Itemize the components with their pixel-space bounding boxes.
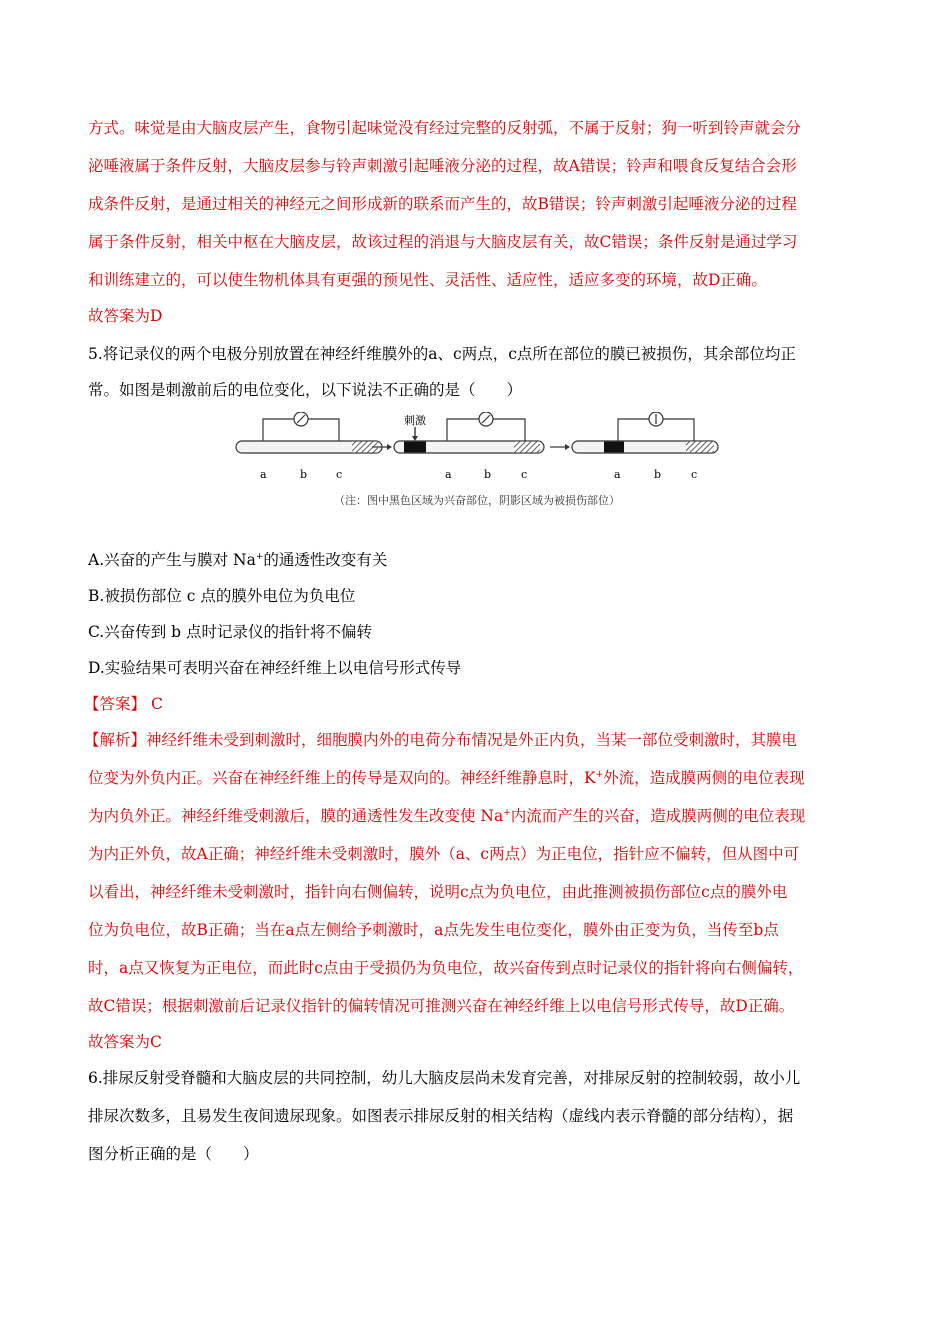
arrow-icon: [550, 444, 570, 450]
q5-stem-line: 5.将记录仪的两个电极分别放置在神经纤维膜外的a、c两点，c点所在部位的膜已被损伤，其余部位均正: [88, 345, 796, 363]
prev-analysis-line: 和训练建立的，可以使生物机体具有更强的预见性、灵活性、适应性，适应多变的环境，故D正确。: [88, 271, 767, 289]
answer-line: [84, 694, 163, 714]
q6-stem-line: 排尿次数多，且易发生夜间遗尿现象。如图表示排尿反射的相关结构（虚线内表示脊髓的部分结构），据: [88, 1107, 794, 1125]
point-label-b: b: [484, 468, 492, 481]
nerve-fiber-figure: [232, 412, 722, 512]
option-a: A.兴奋的产生与膜对 Na+的通透性改变有关: [88, 551, 388, 569]
analysis-line: 【解析】神经纤维未受到刺激时，细胞膜内外的电荷分布情况是外正内负，当某一部位受刺激时，其膜电: [84, 731, 798, 749]
prev-analysis-line: 属于条件反射，相关中枢在大脑皮层，故该过程的消退与大脑皮层有关，故C错误；条件反射是通过学习: [88, 233, 798, 251]
point-label-c: c: [336, 468, 343, 481]
point-label-b: b: [300, 468, 308, 481]
panel-stimulated: [394, 412, 544, 481]
figure-note: （注：图中黑色区域为兴奋部位，阴影区域为被损伤部位）: [334, 494, 620, 507]
q5-stem-line: 常。如图是刺激前后的电位变化，以下说法不正确的是（ ）: [88, 381, 523, 399]
analysis-line: 时，a点又恢复为正电位，而此时c点由于受损仍为负电位，故兴奋传到点时记录仪的指针将向右侧偏转，: [88, 959, 804, 977]
point-label-a: a: [614, 468, 621, 481]
damaged-region: [686, 442, 714, 453]
excited-region: [604, 442, 624, 453]
point-label-a: a: [260, 468, 267, 481]
point-label-c: c: [691, 468, 698, 481]
point-label-c: c: [521, 468, 528, 481]
q6-stem-line: 6.排尿反射受脊髓和大脑皮层的共同控制，幼儿大脑皮层尚未发育完善，对排尿反射的控制较弱，故小儿: [88, 1069, 801, 1087]
damaged-region: [514, 442, 540, 453]
prev-final-answer: 故答案为D: [88, 307, 163, 325]
prev-analysis-line: 方式。味觉是由大脑皮层产生，食物引起味觉没有经过完整的反射弧，不属于反射；狗一听到铃声就会分: [88, 119, 802, 137]
option-d: D.实验结果可表明兴奋在神经纤维上以电信号形式传导: [88, 659, 462, 677]
analysis-line: 位为负电位，故B正确；当在a点左侧给予刺激时，a点先发生电位变化，膜外由正变为负，当传至b点: [88, 921, 779, 939]
point-label-a: a: [445, 468, 452, 481]
analysis-line: 为内正外负，故A正确；神经纤维未受刺激时，膜外（a、c两点）为正电位，指针应不偏转，但从图中可: [88, 845, 800, 863]
analysis-label: 【解析】: [84, 731, 147, 749]
q6-stem-line: 图分析正确的是（ ）: [88, 1145, 259, 1163]
analysis-line: 位变为外负内正。兴奋在神经纤维上的传导是双向的。神经纤维静息时，K+外流，造成膜两侧的电位表现: [88, 769, 805, 787]
prev-analysis-line: 泌唾液属于条件反射，大脑皮层参与铃声刺激引起唾液分泌的过程，故A错误；铃声和喂食反复结合会形: [88, 157, 797, 175]
panel-before-stimulus: [236, 412, 382, 481]
analysis-line: 故C错误；根据刺激前后记录仪指针的偏转情况可推测兴奋在神经纤维上以电信号形式传导，故D正确。: [88, 997, 795, 1015]
answer-value: C: [150, 695, 163, 713]
prev-analysis-line: 成条件反射，是通过相关的神经元之间形成新的联系而产生的，故B错误；铃声刺激引起唾液分泌的过程: [88, 195, 797, 213]
excited-region: [404, 442, 426, 453]
stimulus-label: 刺激: [404, 414, 426, 427]
final-answer: 故答案为C: [88, 1033, 162, 1051]
analysis-line: 为内负外正。神经纤维受刺激后，膜的通透性发生改变使 Na+内流而产生的兴奋，造成膜两侧的电位表现: [88, 807, 806, 825]
panel-propagated: [572, 412, 718, 481]
analysis-line: 以看出，神经纤维未受刺激时，指针向右侧偏转，说明c点为负电位，由此推测被损伤部位c点的膜外电: [88, 883, 788, 901]
answer-label: 【答案】: [84, 695, 147, 713]
option-b: B.被损伤部位 c 点的膜外电位为负电位: [88, 587, 356, 605]
point-label-b: b: [654, 468, 662, 481]
option-c: C.兴奋传到 b 点时记录仪的指针将不偏转: [88, 623, 373, 641]
